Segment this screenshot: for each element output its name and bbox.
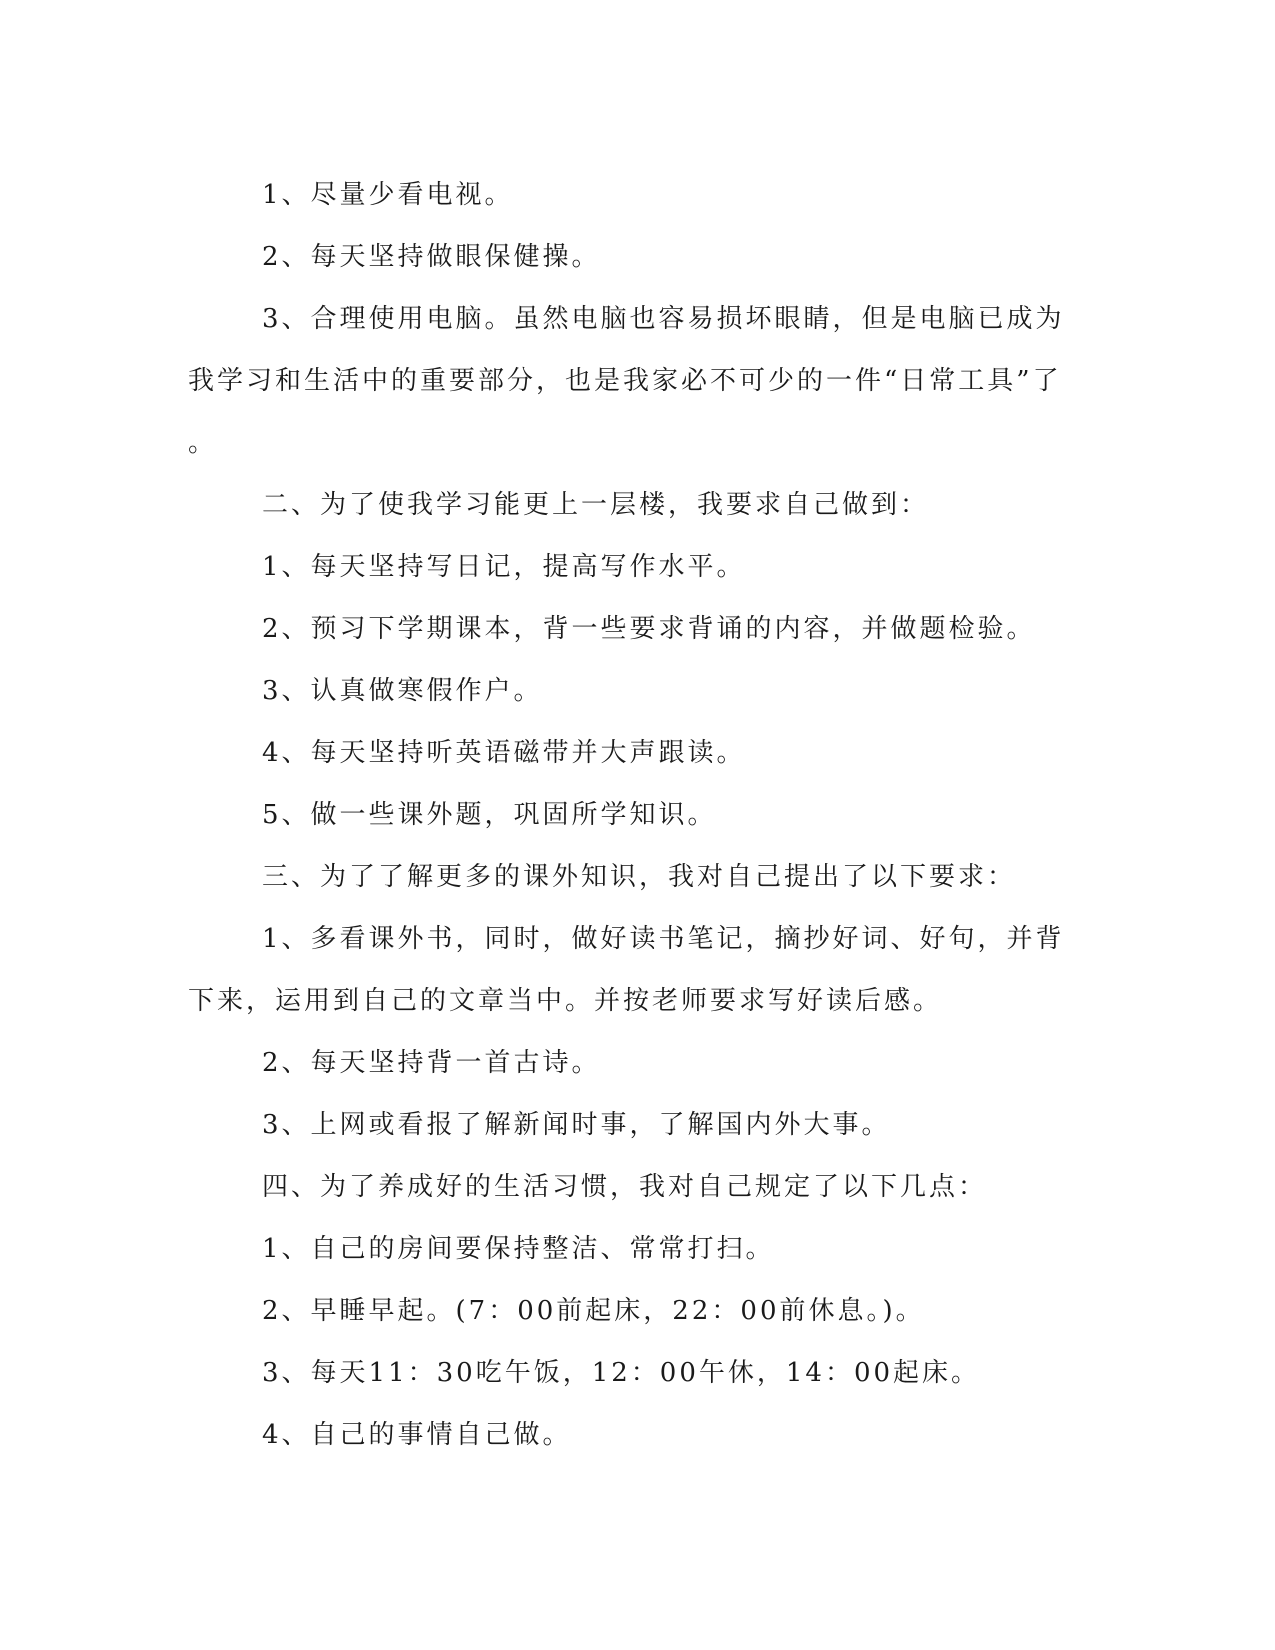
paragraph-3-line-1: 3、合理使用电脑。虽然电脑也容易损坏眼睛，但是电脑已成为 <box>262 304 1065 334</box>
section-heading-2: 二、为了使我学习能更上一层楼，我要求自己做到： <box>262 490 930 520</box>
paragraph-3-line-2: 我学习和生活中的重要部分，也是我家必不可少的一件“日常工具”了 <box>188 366 1062 396</box>
paragraph-11 <box>188 908 1068 1032</box>
paragraph-17: 3、每天11：30吃午饭，12：00午休，14：00起床。 <box>262 1358 981 1388</box>
paragraph-11-line-1: 1、多看课外书，同时，做好读书笔记，摘抄好词、好句，并背 <box>262 924 1065 954</box>
paragraph-13: 3、上网或看报了解新闻时事，了解国内外大事。 <box>262 1110 891 1140</box>
document-body <box>188 164 1068 1466</box>
paragraph-12: 2、每天坚持背一首古诗。 <box>262 1048 601 1078</box>
paragraph-7: 3、认真做寒假作户。 <box>262 676 543 706</box>
paragraph-6: 2、预习下学期课本，背一些要求背诵的内容，并做题检验。 <box>262 614 1036 644</box>
paragraph-2: 2、每天坚持做眼保健操。 <box>262 242 601 272</box>
paragraph-15: 1、自己的房间要保持整洁、常常打扫。 <box>262 1234 775 1264</box>
paragraph-3 <box>188 288 1068 474</box>
paragraph-16: 2、早睡早起。(7：00前起床，22：00前休息。)。 <box>262 1296 925 1326</box>
paragraph-3-line-3: 。 <box>188 428 218 458</box>
paragraph-9: 5、做一些课外题，巩固所学知识。 <box>262 800 717 830</box>
paragraph-1: 1、尽量少看电视。 <box>262 180 514 210</box>
paragraph-18: 4、自己的事情自己做。 <box>262 1420 572 1450</box>
section-heading-3: 三、为了了解更多的课外知识，我对自己提出了以下要求： <box>262 862 1017 892</box>
paragraph-8: 4、每天坚持听英语磁带并大声跟读。 <box>262 738 746 768</box>
paragraph-11-line-2: 下来，运用到自己的文章当中。并按老师要求写好读后感。 <box>188 986 943 1016</box>
section-heading-4: 四、为了养成好的生活习惯，我对自己规定了以下几点： <box>262 1172 988 1202</box>
paragraph-5: 1、每天坚持写日记，提高写作水平。 <box>262 552 746 582</box>
